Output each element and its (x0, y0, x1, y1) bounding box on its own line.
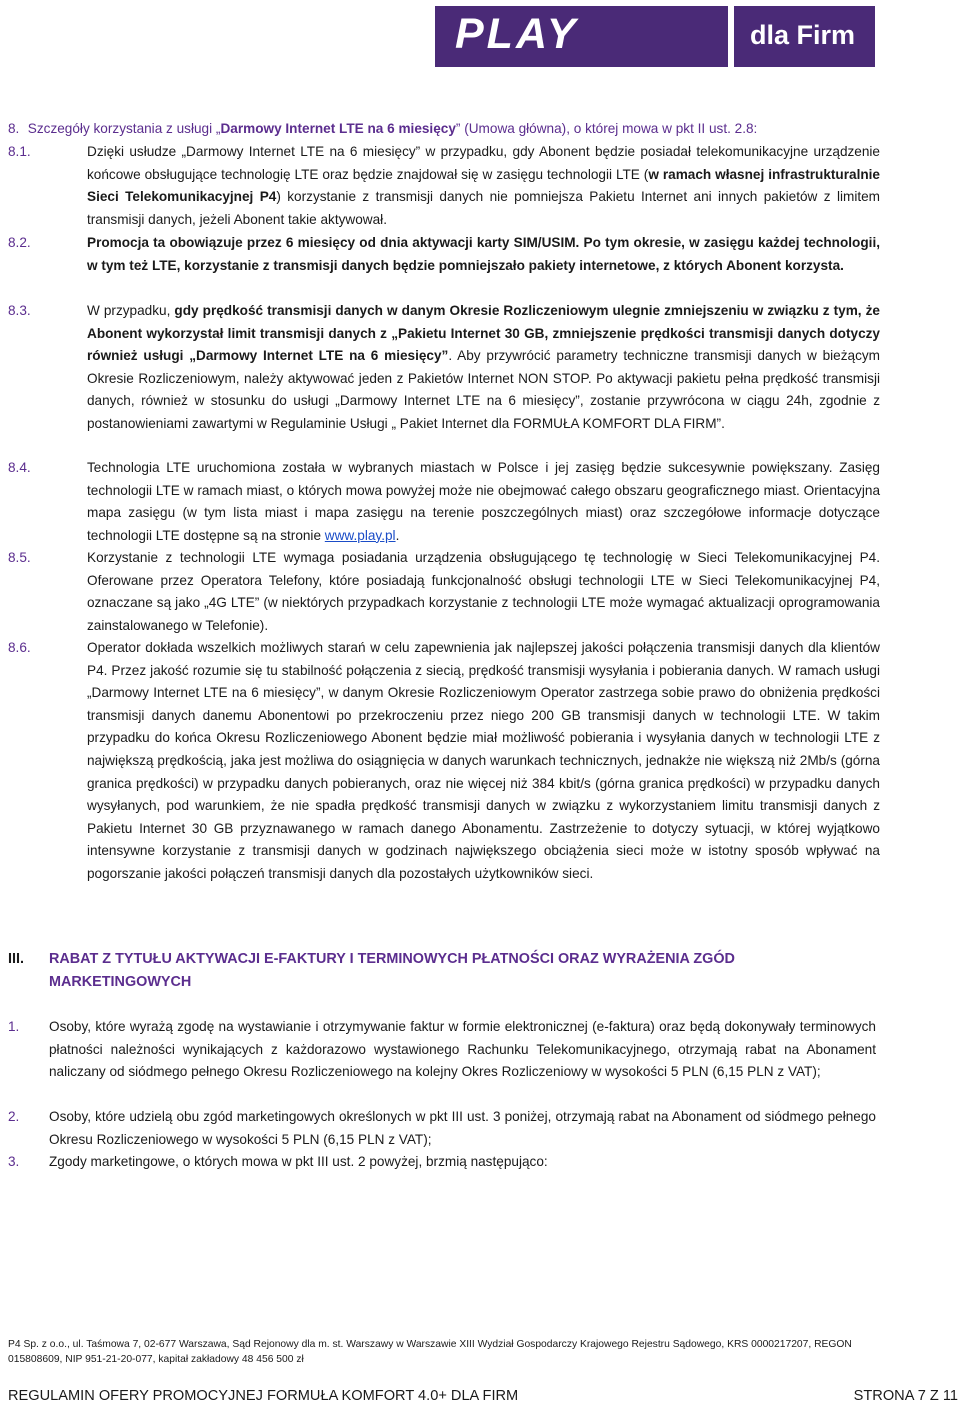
clause-8-1 (8, 141, 880, 231)
clause-number: 8.1. (8, 144, 31, 159)
list-item-2 (8, 1106, 876, 1151)
section-title: RABAT Z TYTUŁU AKTYWACJI E-FAKTURY I TERMINOWYCH PŁATNOŚCI ORAZ WYRAŻENIA ZGÓD MARKETINGOWYCH (49, 951, 735, 990)
clause-text (87, 300, 880, 436)
list-text: Osoby, które udzielą obu zgód marketingowych określonych w pkt III ust. 3 poniżej, otrzymają rabat na Abonament od siódmego pełnego Okresu Rozliczeniowego w wysokości 5 PLN (6,15 PLN z VAT); (49, 1109, 876, 1147)
logo-brand: PLAY (455, 10, 579, 58)
text-run: Dzięki usłudze „Darmowy Internet LTE na 6 miesięcy” w przypadku, gdy Abonent będzie posiadał telekomunikacyjne urządzenie końcowe obsługujące technologię LTE oraz będzie znajdował się w zasięgu technologii LTE ( (87, 144, 880, 182)
list-text: Zgody marketingowe, o których mowa w pkt III ust. 2 powyżej, brzmią następująco: (49, 1154, 548, 1169)
clause-text (87, 457, 880, 547)
text-run-bold: gdy prędkość transmisji danych w danym Okresie Rozliczeniowym ulegnie zmniejszeniu w związku z tym, że Abonent wykorzystał limit transmisji danych z „Pakietu Internet 30 GB, zmniejszenie prędkości transmisji danych dotyczy również usługi „Darmowy Internet LTE na 6 miesięcy” (87, 303, 880, 364)
text-run: . (395, 527, 400, 543)
clause-8-5 (8, 547, 880, 637)
list-item-1 (8, 1016, 876, 1084)
list-number: 2. (8, 1109, 20, 1124)
clause-8-3 (8, 300, 880, 436)
clause-8-6 (8, 637, 880, 886)
text-run-bold: Promocja ta obowiązuje przez 6 miesięcy od dnia aktywacji karty SIM/USIM. (87, 235, 580, 250)
section-8-heading (8, 118, 888, 141)
play-logo (435, 6, 875, 67)
section-3-heading (8, 948, 788, 994)
clause-number: 8.4. (8, 460, 31, 475)
section-number: III. (8, 951, 24, 967)
list-item-3 (8, 1151, 876, 1174)
play-link[interactable]: www.play.pl (324, 527, 396, 543)
list-number: 3. (8, 1154, 20, 1169)
heading-text-1: Szczegóły korzystania z usługi „ (27, 121, 221, 136)
document-title: REGULAMIN OFERY PROMOCYJNEJ FORMUŁA KOMFORT 4.0+ DLA FIRM (8, 1388, 519, 1404)
clause-number: 8.3. (8, 303, 31, 318)
text-run: Technologia LTE uruchomiona została w wybranych miastach w Polsce i jej zasięg będzie sukcesywnie powiększany. Zasięg technologii LTE w ramach miast, o których mowa powyżej może nie obejmować całego obszaru geograficznego miast. Orientacyjna mapa zasięgu (w tym lista miast i mapa zasięgu na terenie poszczególnych miast) oraz szczegółowe informacje dotyczące technologii LTE dostępne są na stronie (87, 460, 880, 543)
clause-text: Korzystanie z technologii LTE wymaga posiadania urządzenia obsługującego tę technologię w Sieci Telekomunikacyjnej P4. Oferowane przez Operatora Telefony, które posiadają funkcjonalność obsługi technologii LTE w Sieci Telekomunikacyjnej P4, oznaczane są jako „4G LTE” (w niektórych przypadkach korzystanie z technologii LTE może wymagać aktualizacji oprogramowania zainstalowanego w Telefonie). (87, 550, 880, 633)
text-run: ) korzystanie z transmisji danych nie pomniejsza Pakietu Internet ani innych pakietów z limitem transmisji danych, jeżeli Abonent takie aktywował. (87, 189, 880, 227)
clause-text: Operator dokłada wszelkich możliwych starań w celu zapewnienia jak najlepszej jakości połączenia transmisji danych dla klientów P4. Przez jakość rozumie się tu stabilność połączenia z siecią, prędkość transmisji wysyłania i pobierania danych. W ramach usługi „Darmowy Internet LTE na 6 miesięcy”, w danym Okresie Rozliczeniowym Operator zastrzega sobie prawo do obniżenia prędkości transmisji danych danemu Abonentowi po przekroczeniu przez niego 200 GB transmisji danych w technologii LTE. W takim przypadku do końca Okresu Rozliczeniowego Abonent będzie miał możliwość pobierania i wysyłania danych w technologii LTE z największą prędkością, jaka jest możliwa do osiągnięcia w danych warunkach technicznych, jednakże nie większą niż 2Mb/s (górna granica prędkości) w przypadku danych pobieranych, oraz nie więcej niż 384 kbit/s (górna granica prędkości) w przypadku danych wysyłanych, pod warunkiem, że nie spadła prędkość transmisji danych w związku z wykorzystaniem limitu transmisji danych z Pakietu Internet 30 GB przyznawanego w ramach danego Abonamentu. Zastrzeżenie to dotyczy sytuacji, w której wyjątkowo intensywne korzystanie z transmisji danych w godzinach największego obciążenia sieci może w istotny sposób wpływać na pogorszanie jakości połączeń transmisji danych dla pozostałych użytkowników sieci. (87, 640, 880, 881)
heading-text-bold: Darmowy Internet LTE na 6 miesięcy (220, 121, 456, 136)
text-run-bold: w ramach własnej infrastrukturalnie Sieci Telekomunikacyjnej P4 (87, 166, 880, 205)
clause-8-4 (8, 457, 880, 547)
clause-number: 8.2. (8, 235, 31, 250)
page-number: STRONA 7 Z 11 (853, 1388, 958, 1404)
clause-text (87, 141, 880, 231)
page-footer (8, 1388, 958, 1404)
list-text: Osoby, które wyrażą zgodę na wystawianie i otrzymywanie faktur w formie elektronicznej (e-faktura) oraz będą dokonywały terminowych płatności należności wynikających z każdorazowo wystawionego Rachunku Telekomunikacyjnego, otrzymają rabat na Abonament naliczany od siódmego pełnego Okresu Rozliczeniowego na kolejny Okres Rozliczeniowy w wysokości 5 PLN (6,15 PLN z VAT); (49, 1019, 876, 1080)
logo-sub: dla Firm (750, 20, 856, 50)
clause-number: 8.5. (8, 550, 31, 565)
company-info: P4 Sp. z o.o., ul. Taśmowa 7, 02-677 Warszawa, Sąd Rejonowy dla m. st. Warszawy w Warszawie XIII Wydział Gospodarczy Krajowego Rejestru Sądowego, KRS 0000217207, REGON 015808609, NIP 951-21-20-077, kapitał zakładowy 48 456 500 zł (8, 1339, 852, 1365)
logo-divider (728, 6, 734, 67)
text-run-bold: Po tym okresie, w zasięgu każdej technologii, w tym też LTE, korzystanie z transmisji danych będzie pomniejszało pakiety internetowe, z których Abonent korzysta. (87, 235, 880, 273)
text-run: . Aby przywrócić parametry techniczne transmisji danych w bieżącym Okresie Rozliczeniowym, należy aktywować jeden z Pakietów Internet NON STOP. Po aktywacji pakietu pełna prędkość transmisji danych, również w stosunku do usługi „Darmowy Internet LTE na 6 miesięcy”, zostanie przywrócona w ciągu 24h, zgodnie z postanowieniami zawartymi w Regulaminie Usługi „ Pakiet Internet dla FORMUŁA KOMFORT DLA FIRM”. (87, 348, 881, 431)
section-number: 8. (8, 121, 20, 136)
list-number: 1. (8, 1019, 20, 1034)
text-run: W przypadku, (87, 303, 175, 318)
clause-8-2 (8, 232, 880, 277)
clause-text (87, 232, 880, 277)
heading-text-2: ” (Umowa główna), o której mowa w pkt II ust. 2.8: (455, 121, 758, 136)
clause-number: 8.6. (8, 640, 31, 655)
